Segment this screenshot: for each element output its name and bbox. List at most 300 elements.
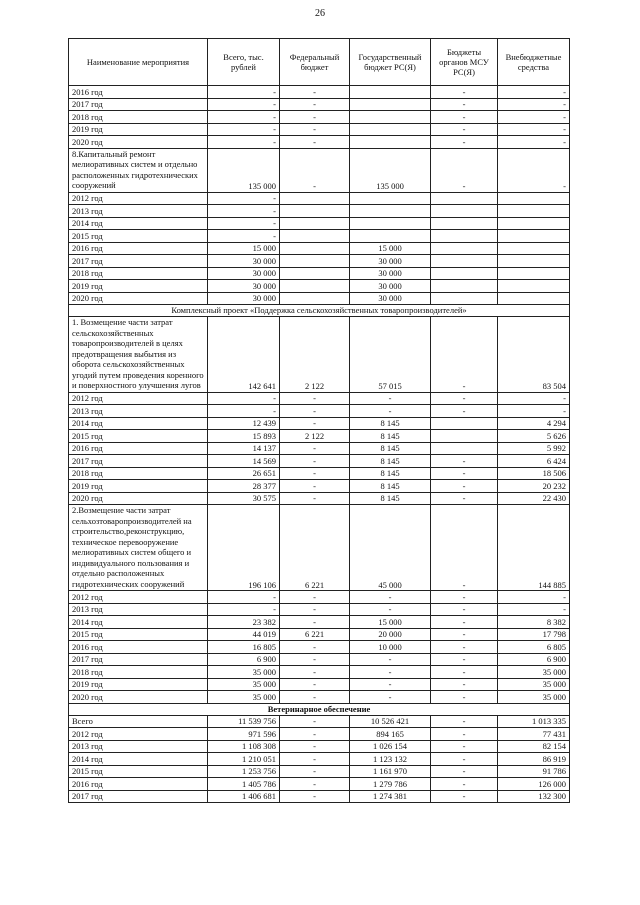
table-row bbox=[69, 653, 570, 666]
table-row bbox=[69, 715, 570, 728]
table-row bbox=[69, 628, 570, 641]
header-municipal: Бюджеты органов МСУ РС(Я) bbox=[431, 39, 498, 86]
cell-municipal bbox=[431, 430, 498, 443]
cell-name: 2015 год bbox=[69, 230, 208, 243]
cell-name: 2013 год bbox=[69, 205, 208, 218]
cell-federal: - bbox=[280, 616, 350, 629]
cell-municipal: - bbox=[431, 715, 498, 728]
cell-state: 10 526 421 bbox=[350, 715, 431, 728]
cell-extra bbox=[498, 292, 570, 305]
cell-federal: - bbox=[280, 715, 350, 728]
cell-state: 8 145 bbox=[350, 417, 431, 430]
cell-federal: - bbox=[280, 753, 350, 766]
cell-municipal: - bbox=[431, 405, 498, 418]
cell-extra: 6 424 bbox=[498, 455, 570, 468]
cell-state bbox=[350, 111, 431, 124]
cell-extra: 22 430 bbox=[498, 492, 570, 505]
cell-extra: 35 000 bbox=[498, 678, 570, 691]
cell-name: 2.Возмещение части затрат сельхозтоваропроизводителей на строительство,реконструкцию, техническое перевооружение мелиоративных систем общего и индивидуального пользования и отдельно расположенных гидротехнических сооружений bbox=[69, 505, 208, 591]
cell-municipal bbox=[431, 242, 498, 255]
cell-name: 2019 год bbox=[69, 123, 208, 136]
cell-state: 1 274 381 bbox=[350, 790, 431, 803]
cell-total: 1 406 681 bbox=[208, 790, 280, 803]
cell-state: - bbox=[350, 666, 431, 679]
cell-extra: 132 300 bbox=[498, 790, 570, 803]
cell-state: 30 000 bbox=[350, 267, 431, 280]
cell-municipal bbox=[431, 292, 498, 305]
cell-municipal: - bbox=[431, 467, 498, 480]
cell-federal: - bbox=[280, 591, 350, 604]
cell-municipal: - bbox=[431, 666, 498, 679]
cell-municipal: - bbox=[431, 641, 498, 654]
cell-extra: 82 154 bbox=[498, 740, 570, 753]
cell-name: 2015 год bbox=[69, 765, 208, 778]
cell-extra bbox=[498, 230, 570, 243]
cell-total: - bbox=[208, 111, 280, 124]
cell-total: 30 000 bbox=[208, 280, 280, 293]
cell-name: 2012 год bbox=[69, 192, 208, 205]
cell-name: 2019 год bbox=[69, 280, 208, 293]
cell-total: - bbox=[208, 136, 280, 149]
cell-municipal: - bbox=[431, 136, 498, 149]
cell-extra: 35 000 bbox=[498, 666, 570, 679]
cell-municipal bbox=[431, 205, 498, 218]
cell-extra: 20 232 bbox=[498, 480, 570, 493]
cell-state bbox=[350, 136, 431, 149]
cell-state: 20 000 bbox=[350, 628, 431, 641]
cell-federal: - bbox=[280, 728, 350, 741]
cell-name: 2018 год bbox=[69, 666, 208, 679]
cell-extra bbox=[498, 255, 570, 268]
table-row bbox=[69, 442, 570, 455]
cell-total: - bbox=[208, 98, 280, 111]
cell-name: 2017 год bbox=[69, 255, 208, 268]
cell-name: 2015 год bbox=[69, 628, 208, 641]
cell-name: 2020 год bbox=[69, 691, 208, 704]
cell-federal bbox=[280, 205, 350, 218]
cell-municipal: - bbox=[431, 591, 498, 604]
cell-name: 2012 год bbox=[69, 392, 208, 405]
cell-total: 30 000 bbox=[208, 255, 280, 268]
cell-extra: 77 431 bbox=[498, 728, 570, 741]
cell-name: 2013 год bbox=[69, 603, 208, 616]
cell-name: 2014 год bbox=[69, 217, 208, 230]
cell-state: 8 145 bbox=[350, 455, 431, 468]
cell-total: - bbox=[208, 230, 280, 243]
cell-total: 30 575 bbox=[208, 492, 280, 505]
cell-name: 2018 год bbox=[69, 111, 208, 124]
cell-municipal: - bbox=[431, 123, 498, 136]
cell-extra bbox=[498, 205, 570, 218]
table-row bbox=[69, 417, 570, 430]
cell-extra: 144 885 bbox=[498, 505, 570, 591]
table-row bbox=[69, 430, 570, 443]
cell-name: 2016 год bbox=[69, 778, 208, 791]
table-row bbox=[69, 242, 570, 255]
cell-total: 35 000 bbox=[208, 691, 280, 704]
table-row bbox=[69, 728, 570, 741]
cell-municipal: - bbox=[431, 753, 498, 766]
cell-federal: - bbox=[280, 653, 350, 666]
cell-extra: 5 992 bbox=[498, 442, 570, 455]
cell-extra bbox=[498, 267, 570, 280]
cell-total: 15 893 bbox=[208, 430, 280, 443]
cell-federal: 6 221 bbox=[280, 628, 350, 641]
cell-municipal: - bbox=[431, 728, 498, 741]
cell-state: 1 279 786 bbox=[350, 778, 431, 791]
cell-total: 196 106 bbox=[208, 505, 280, 591]
cell-total: - bbox=[208, 603, 280, 616]
measure-row bbox=[69, 317, 570, 393]
cell-name: 2017 год bbox=[69, 98, 208, 111]
cell-municipal: - bbox=[431, 98, 498, 111]
table-row bbox=[69, 136, 570, 149]
cell-extra: - bbox=[498, 136, 570, 149]
header-row bbox=[69, 39, 570, 86]
cell-total: - bbox=[208, 205, 280, 218]
cell-federal: 2 122 bbox=[280, 430, 350, 443]
cell-name: 2020 год bbox=[69, 492, 208, 505]
cell-federal: - bbox=[280, 442, 350, 455]
cell-extra: 1 013 335 bbox=[498, 715, 570, 728]
cell-federal: - bbox=[280, 98, 350, 111]
cell-federal: - bbox=[280, 111, 350, 124]
header-state: Государственный бюджет РС(Я) bbox=[350, 39, 431, 86]
section-title: Комплексный проект «Поддержка сельскохозяйственных товаропроизводителей» bbox=[69, 305, 570, 317]
table-row bbox=[69, 778, 570, 791]
cell-total: 16 805 bbox=[208, 641, 280, 654]
table-row bbox=[69, 480, 570, 493]
cell-state: 1 161 970 bbox=[350, 765, 431, 778]
table-row bbox=[69, 691, 570, 704]
cell-federal: - bbox=[280, 136, 350, 149]
cell-municipal: - bbox=[431, 616, 498, 629]
cell-federal: - bbox=[280, 467, 350, 480]
cell-state bbox=[350, 192, 431, 205]
table-row bbox=[69, 765, 570, 778]
cell-state: 30 000 bbox=[350, 292, 431, 305]
cell-federal: - bbox=[280, 778, 350, 791]
header-federal: Федеральный бюджет bbox=[280, 39, 350, 86]
cell-name: 2014 год bbox=[69, 616, 208, 629]
table-row bbox=[69, 678, 570, 691]
cell-name: 2020 год bbox=[69, 292, 208, 305]
cell-federal: - bbox=[280, 641, 350, 654]
cell-name: 2016 год bbox=[69, 442, 208, 455]
cell-extra: - bbox=[498, 148, 570, 192]
cell-name: 8.Капитальный ремонт мелиоративных систем и отдельно расположенных гидротехнических сооружений bbox=[69, 148, 208, 192]
header-total: Всего, тыс. рублей bbox=[208, 39, 280, 86]
cell-total: - bbox=[208, 192, 280, 205]
cell-state bbox=[350, 205, 431, 218]
cell-federal: - bbox=[280, 417, 350, 430]
cell-state: - bbox=[350, 653, 431, 666]
table-row bbox=[69, 205, 570, 218]
cell-name: 2020 год bbox=[69, 136, 208, 149]
cell-name: 2018 год bbox=[69, 267, 208, 280]
cell-municipal: - bbox=[431, 392, 498, 405]
cell-state: 8 145 bbox=[350, 467, 431, 480]
cell-extra: 83 504 bbox=[498, 317, 570, 393]
cell-name: 2014 год bbox=[69, 753, 208, 766]
table-row bbox=[69, 405, 570, 418]
cell-state: 8 145 bbox=[350, 492, 431, 505]
cell-municipal: - bbox=[431, 628, 498, 641]
cell-extra: 35 000 bbox=[498, 691, 570, 704]
cell-federal bbox=[280, 217, 350, 230]
cell-name: 2013 год bbox=[69, 405, 208, 418]
cell-federal bbox=[280, 267, 350, 280]
cell-federal: - bbox=[280, 480, 350, 493]
cell-extra: - bbox=[498, 86, 570, 99]
cell-municipal: - bbox=[431, 480, 498, 493]
cell-total: - bbox=[208, 123, 280, 136]
cell-federal bbox=[280, 230, 350, 243]
cell-extra: - bbox=[498, 591, 570, 604]
cell-municipal: - bbox=[431, 678, 498, 691]
cell-total: 971 596 bbox=[208, 728, 280, 741]
cell-total: 6 900 bbox=[208, 653, 280, 666]
cell-extra: 126 000 bbox=[498, 778, 570, 791]
cell-municipal bbox=[431, 267, 498, 280]
cell-total: - bbox=[208, 86, 280, 99]
cell-name: 2012 год bbox=[69, 591, 208, 604]
cell-state: 57 015 bbox=[350, 317, 431, 393]
cell-state: 1 123 132 bbox=[350, 753, 431, 766]
cell-extra bbox=[498, 242, 570, 255]
cell-federal: - bbox=[280, 666, 350, 679]
cell-state: 15 000 bbox=[350, 616, 431, 629]
cell-total: 44 019 bbox=[208, 628, 280, 641]
cell-municipal: - bbox=[431, 603, 498, 616]
table-row bbox=[69, 603, 570, 616]
table-row bbox=[69, 267, 570, 280]
table-row bbox=[69, 455, 570, 468]
cell-extra bbox=[498, 217, 570, 230]
cell-state: - bbox=[350, 603, 431, 616]
cell-total: - bbox=[208, 217, 280, 230]
cell-name: 2017 год bbox=[69, 790, 208, 803]
cell-federal: - bbox=[280, 603, 350, 616]
cell-extra: 18 506 bbox=[498, 467, 570, 480]
table-row bbox=[69, 123, 570, 136]
cell-name: 2017 год bbox=[69, 455, 208, 468]
cell-extra: - bbox=[498, 392, 570, 405]
cell-name: 2016 год bbox=[69, 86, 208, 99]
table-row bbox=[69, 392, 570, 405]
cell-name: 2014 год bbox=[69, 417, 208, 430]
cell-total: 1 405 786 bbox=[208, 778, 280, 791]
table-row bbox=[69, 98, 570, 111]
cell-name: Всего bbox=[69, 715, 208, 728]
table-row bbox=[69, 740, 570, 753]
cell-municipal: - bbox=[431, 778, 498, 791]
cell-federal: - bbox=[280, 790, 350, 803]
header-extra: Внебюджетные средства bbox=[498, 39, 570, 86]
cell-municipal: - bbox=[431, 505, 498, 591]
cell-state: - bbox=[350, 591, 431, 604]
cell-extra: - bbox=[498, 98, 570, 111]
cell-total: 1 210 051 bbox=[208, 753, 280, 766]
cell-municipal: - bbox=[431, 653, 498, 666]
cell-total: - bbox=[208, 591, 280, 604]
cell-municipal: - bbox=[431, 765, 498, 778]
table-row bbox=[69, 591, 570, 604]
cell-federal: - bbox=[280, 455, 350, 468]
measure-row bbox=[69, 505, 570, 591]
budget-table bbox=[68, 38, 570, 803]
cell-total: 30 000 bbox=[208, 292, 280, 305]
cell-federal bbox=[280, 255, 350, 268]
table-row bbox=[69, 230, 570, 243]
cell-total: 1 253 756 bbox=[208, 765, 280, 778]
section-header-row bbox=[69, 703, 570, 715]
table-row bbox=[69, 192, 570, 205]
cell-state bbox=[350, 123, 431, 136]
table-row bbox=[69, 492, 570, 505]
cell-state bbox=[350, 98, 431, 111]
cell-federal bbox=[280, 242, 350, 255]
cell-municipal bbox=[431, 280, 498, 293]
cell-name: 2012 год bbox=[69, 728, 208, 741]
cell-municipal bbox=[431, 217, 498, 230]
cell-total: 12 439 bbox=[208, 417, 280, 430]
cell-extra: 8 382 bbox=[498, 616, 570, 629]
header-name: Наименование мероприятия bbox=[69, 39, 208, 86]
cell-extra: 6 805 bbox=[498, 641, 570, 654]
cell-name: 1. Возмещение части затрат сельскохозяйственных товаропроизводителей в целях предотвращения выбытия из оборота сельскохозяйственных угодий путем проведения коренного и поверхностного улучшения лугов bbox=[69, 317, 208, 393]
cell-total: 30 000 bbox=[208, 267, 280, 280]
cell-municipal: - bbox=[431, 740, 498, 753]
cell-municipal: - bbox=[431, 492, 498, 505]
table-row bbox=[69, 217, 570, 230]
cell-federal: - bbox=[280, 148, 350, 192]
cell-federal: - bbox=[280, 392, 350, 405]
cell-federal bbox=[280, 192, 350, 205]
cell-name: 2017 год bbox=[69, 653, 208, 666]
cell-state: 8 145 bbox=[350, 430, 431, 443]
cell-extra: - bbox=[498, 405, 570, 418]
cell-municipal bbox=[431, 255, 498, 268]
cell-total: 28 377 bbox=[208, 480, 280, 493]
cell-federal: 6 221 bbox=[280, 505, 350, 591]
cell-municipal bbox=[431, 192, 498, 205]
measure-row bbox=[69, 148, 570, 192]
cell-state: 135 000 bbox=[350, 148, 431, 192]
cell-total: 135 000 bbox=[208, 148, 280, 192]
table-row bbox=[69, 790, 570, 803]
cell-state: 894 165 bbox=[350, 728, 431, 741]
cell-municipal: - bbox=[431, 86, 498, 99]
cell-total: 14 569 bbox=[208, 455, 280, 468]
cell-municipal: - bbox=[431, 790, 498, 803]
table-row bbox=[69, 666, 570, 679]
cell-state: - bbox=[350, 392, 431, 405]
cell-extra: - bbox=[498, 123, 570, 136]
cell-extra: 4 294 bbox=[498, 417, 570, 430]
cell-total: 142 641 bbox=[208, 317, 280, 393]
cell-federal: - bbox=[280, 405, 350, 418]
table-row bbox=[69, 86, 570, 99]
cell-municipal: - bbox=[431, 691, 498, 704]
cell-name: 2018 год bbox=[69, 467, 208, 480]
cell-state: 30 000 bbox=[350, 255, 431, 268]
cell-name: 2016 год bbox=[69, 641, 208, 654]
cell-name: 2015 год bbox=[69, 430, 208, 443]
cell-municipal bbox=[431, 417, 498, 430]
cell-extra bbox=[498, 280, 570, 293]
cell-federal bbox=[280, 280, 350, 293]
cell-total: 23 382 bbox=[208, 616, 280, 629]
table-row bbox=[69, 753, 570, 766]
cell-extra: 6 900 bbox=[498, 653, 570, 666]
cell-federal: - bbox=[280, 678, 350, 691]
cell-name: 2013 год bbox=[69, 740, 208, 753]
cell-federal: - bbox=[280, 691, 350, 704]
cell-state bbox=[350, 230, 431, 243]
cell-state: 15 000 bbox=[350, 242, 431, 255]
cell-municipal: - bbox=[431, 455, 498, 468]
cell-name: 2019 год bbox=[69, 678, 208, 691]
table-row bbox=[69, 641, 570, 654]
cell-state: 8 145 bbox=[350, 442, 431, 455]
cell-state: - bbox=[350, 405, 431, 418]
cell-federal: - bbox=[280, 765, 350, 778]
cell-total: - bbox=[208, 392, 280, 405]
table-row bbox=[69, 616, 570, 629]
cell-extra: 17 798 bbox=[498, 628, 570, 641]
cell-municipal: - bbox=[431, 148, 498, 192]
cell-total: 35 000 bbox=[208, 666, 280, 679]
cell-municipal: - bbox=[431, 317, 498, 393]
cell-extra: 86 919 bbox=[498, 753, 570, 766]
cell-state bbox=[350, 86, 431, 99]
table-row bbox=[69, 292, 570, 305]
cell-municipal bbox=[431, 230, 498, 243]
cell-federal: - bbox=[280, 123, 350, 136]
cell-total: 11 539 756 bbox=[208, 715, 280, 728]
cell-extra: - bbox=[498, 111, 570, 124]
cell-total: 1 108 308 bbox=[208, 740, 280, 753]
cell-total: 26 651 bbox=[208, 467, 280, 480]
cell-federal: - bbox=[280, 86, 350, 99]
cell-total: 35 000 bbox=[208, 678, 280, 691]
table-row bbox=[69, 111, 570, 124]
cell-name: 2019 год bbox=[69, 480, 208, 493]
cell-municipal bbox=[431, 442, 498, 455]
cell-extra bbox=[498, 192, 570, 205]
section-header-row bbox=[69, 305, 570, 317]
cell-extra: 91 786 bbox=[498, 765, 570, 778]
cell-federal: - bbox=[280, 492, 350, 505]
cell-extra: - bbox=[498, 603, 570, 616]
cell-extra: 5 626 bbox=[498, 430, 570, 443]
cell-total: 15 000 bbox=[208, 242, 280, 255]
cell-federal: - bbox=[280, 740, 350, 753]
cell-state: - bbox=[350, 678, 431, 691]
cell-name: 2016 год bbox=[69, 242, 208, 255]
section-title: Ветеринарное обеспечение bbox=[69, 703, 570, 715]
cell-state: 30 000 bbox=[350, 280, 431, 293]
cell-municipal: - bbox=[431, 111, 498, 124]
cell-federal: 2 122 bbox=[280, 317, 350, 393]
cell-state: 10 000 bbox=[350, 641, 431, 654]
cell-state: 8 145 bbox=[350, 480, 431, 493]
table-row bbox=[69, 467, 570, 480]
cell-state: 45 000 bbox=[350, 505, 431, 591]
cell-total: - bbox=[208, 405, 280, 418]
table-row bbox=[69, 280, 570, 293]
